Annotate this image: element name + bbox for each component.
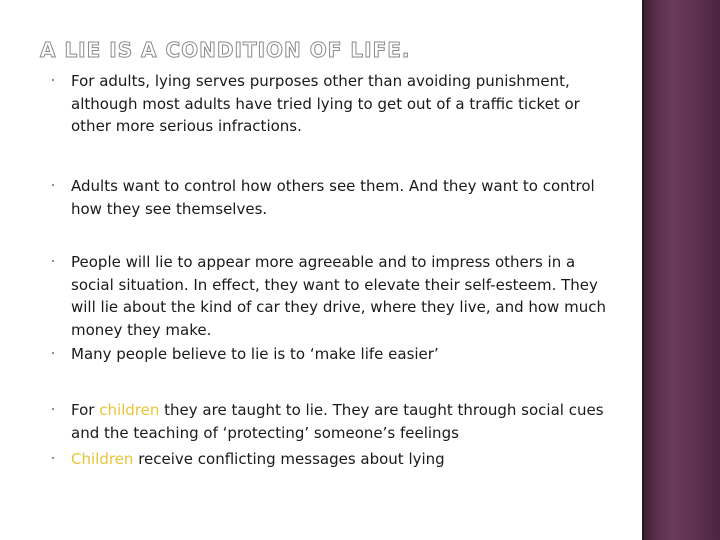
children-link[interactable]: children (94, 401, 165, 419)
bullet-text: People will lie to appear more agreeable and to impress others in a social situation. In effect, they want to elevate their self-esteem. They will lie about the kind of car they drive, where they live, and how much money they make. (71, 253, 606, 339)
bullet-text-prefix: For (71, 401, 95, 419)
bullet-marker (52, 408, 54, 410)
side-panel-edge (642, 0, 644, 540)
decorative-side-panel (642, 0, 720, 540)
bullet-text (71, 448, 619, 471)
bullet-marker (52, 79, 54, 81)
bullet-marker (52, 352, 54, 354)
bullet-text: Adults want to control how others see them. And they want to control how they see themselves. (71, 177, 595, 218)
bullet-text-suffix: receive conflicting messages about lying (138, 450, 445, 468)
bullet-text: For adults, lying serves purposes other than avoiding punishment, although most adults have tried lying to get out of a traffic ticket or other more serious infractions. (71, 72, 580, 135)
bullet-text-suffix: they are taught to lie. They are taught through social cues and the teaching of ‘protecting’ someone’s feelings (71, 401, 604, 442)
bullet-marker (52, 457, 54, 459)
bullet-marker (52, 260, 54, 262)
slide-title: A LIE IS A CONDITION OF LIFE. (40, 38, 411, 62)
bullet-marker (52, 184, 54, 186)
bullet-text: Many people believe to lie is to ‘make life easier’ (71, 345, 439, 363)
children-link[interactable]: Children (71, 450, 139, 468)
bullet-text (71, 399, 619, 444)
